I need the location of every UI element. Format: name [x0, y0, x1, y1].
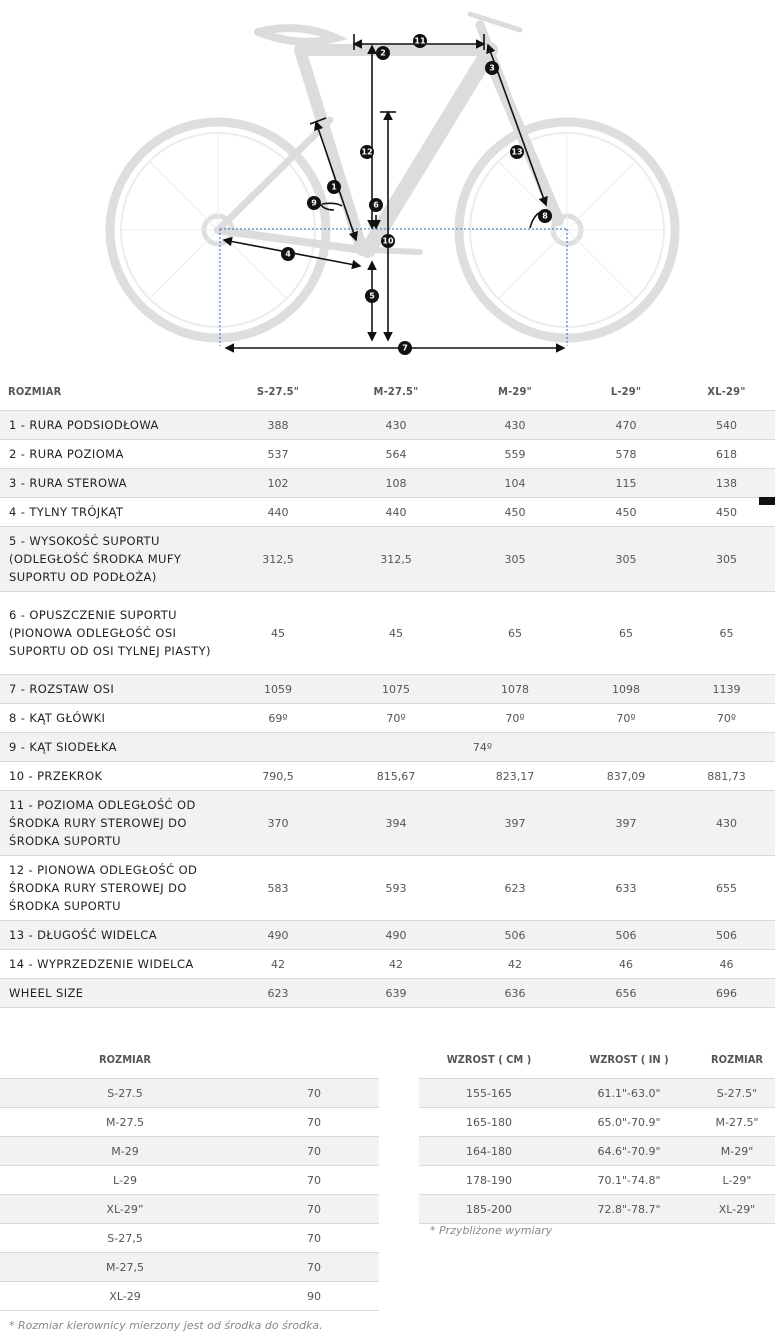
geometry-header-row — [0, 372, 775, 411]
table-cell: 165-180 — [419, 1108, 559, 1137]
geometry-table — [0, 372, 775, 1008]
col-header: ROZMIAR — [98, 1052, 152, 1066]
table-cell: 397 — [456, 791, 574, 856]
merged-cell: 74º — [220, 733, 775, 762]
svg-text:13: 13 — [511, 147, 523, 157]
table-row — [419, 1195, 775, 1224]
marker-2 — [376, 46, 390, 60]
svg-text:7: 7 — [402, 343, 408, 353]
row-label: 5 - WYSOKOŚĆ SUPORTU (ODLEGŁOŚĆ ŚRODKA MUFY SUPORTU OD PODŁOŻA) — [0, 527, 220, 592]
height-header-row — [419, 1040, 775, 1079]
table-row — [0, 1253, 379, 1282]
row-label: 13 - DŁUGOŚĆ WIDELCA — [0, 921, 220, 950]
row-label: 1 - RURA PODSIODŁOWA — [0, 411, 220, 440]
table-cell: 537 — [220, 440, 336, 469]
table-cell: 450 — [678, 498, 775, 527]
table-cell: 593 — [336, 856, 456, 921]
table-cell: 623 — [456, 856, 574, 921]
table-cell: XL-29" — [699, 1195, 775, 1224]
table-cell: 656 — [574, 979, 678, 1008]
table-cell: 42 — [456, 950, 574, 979]
svg-text:4: 4 — [285, 249, 291, 259]
table-cell: 65 — [574, 592, 678, 675]
table-cell: 696 — [678, 979, 775, 1008]
marker-5 — [365, 289, 379, 303]
table-cell: 69º — [220, 704, 336, 733]
table-cell: 61.1"-63.0" — [559, 1079, 699, 1108]
size-cell: M-27.5 — [0, 1108, 250, 1137]
width-cell: 70 — [250, 1137, 379, 1166]
table-cell: S-27.5" — [699, 1079, 775, 1108]
width-cell: 70 — [250, 1253, 379, 1282]
table-row — [0, 921, 775, 950]
table-cell: 430 — [336, 411, 456, 440]
svg-text:1: 1 — [331, 182, 337, 192]
table-cell: 1075 — [336, 675, 456, 704]
row-label: 10 - PRZEKROK — [0, 762, 220, 791]
table-cell: 65 — [456, 592, 574, 675]
bike-geometry-diagram — [0, 0, 775, 365]
width-cell: 70 — [250, 1195, 379, 1224]
row-label: WHEEL SIZE — [0, 979, 220, 1008]
table-cell: 559 — [456, 440, 574, 469]
marker-4 — [281, 247, 295, 261]
marker-1 — [327, 180, 341, 194]
table-cell: 45 — [336, 592, 456, 675]
table-cell: 104 — [456, 469, 574, 498]
size-cell: S-27.5 — [0, 1079, 250, 1108]
table-row — [0, 1137, 379, 1166]
height-note: * Przybliżone wymiary — [430, 1224, 553, 1237]
table-cell: 155-165 — [419, 1079, 559, 1108]
handlebar-header-row — [0, 1040, 379, 1079]
row-label: 11 - POZIOMA ODLEGŁOŚĆ OD ŚRODKA RURY STEROWEJ DO ŚRODKA SUPORTU — [0, 791, 220, 856]
col-header: M-29" — [498, 384, 532, 398]
table-cell: 1059 — [220, 675, 336, 704]
table-cell: 1078 — [456, 675, 574, 704]
table-row — [0, 733, 775, 762]
table-cell: 506 — [456, 921, 574, 950]
table-cell: 46 — [678, 950, 775, 979]
col-header: XL-29" — [707, 384, 746, 398]
row-label: 7 - ROZSTAW OSI — [0, 675, 220, 704]
row-label: 2 - RURA POZIOMA — [0, 440, 220, 469]
table-cell: 506 — [678, 921, 775, 950]
table-row — [0, 440, 775, 469]
table-cell: 815,67 — [336, 762, 456, 791]
row-label: 4 - TYLNY TRÓJKĄT — [0, 498, 220, 527]
table-cell: 1139 — [678, 675, 775, 704]
table-row — [0, 1282, 379, 1311]
row-label: 12 - PIONOWA ODLEGŁOŚĆ OD ŚRODKA RURY STEROWEJ DO ŚRODKA SUPORTU — [0, 856, 220, 921]
marker-9 — [307, 196, 321, 210]
table-cell: 42 — [220, 950, 336, 979]
table-row — [0, 1108, 379, 1137]
table-cell: 837,09 — [574, 762, 678, 791]
table-row — [0, 592, 775, 675]
table-cell: 397 — [574, 791, 678, 856]
table-cell: 108 — [336, 469, 456, 498]
table-row — [0, 1079, 379, 1108]
table-row — [0, 762, 775, 791]
table-cell: 490 — [336, 921, 456, 950]
table-cell: 636 — [456, 979, 574, 1008]
table-row — [0, 1166, 379, 1195]
table-cell: 45 — [220, 592, 336, 675]
table-cell: 490 — [220, 921, 336, 950]
row-label: 3 - RURA STEROWA — [0, 469, 220, 498]
table-cell: M-29" — [699, 1137, 775, 1166]
table-cell: 65 — [678, 592, 775, 675]
svg-text:2: 2 — [380, 48, 386, 58]
table-cell: 506 — [574, 921, 678, 950]
width-cell: 90 — [250, 1282, 379, 1311]
table-cell: 440 — [220, 498, 336, 527]
table-cell: 370 — [220, 791, 336, 856]
table-cell: 64.6"-70.9" — [559, 1137, 699, 1166]
table-cell: L-29" — [699, 1166, 775, 1195]
width-cell: 70 — [250, 1108, 379, 1137]
table-row — [0, 675, 775, 704]
svg-text:5: 5 — [369, 291, 375, 301]
table-cell: 823,17 — [456, 762, 574, 791]
row-label: 8 - KĄT GŁÓWKI — [0, 704, 220, 733]
table-cell: 70º — [456, 704, 574, 733]
table-cell: 578 — [574, 440, 678, 469]
col-header: M-27.5" — [373, 384, 419, 398]
side-tab[interactable] — [759, 497, 775, 505]
marker-7 — [398, 341, 412, 355]
table-cell: 450 — [456, 498, 574, 527]
table-cell: 430 — [678, 791, 775, 856]
marker-13 — [510, 145, 524, 159]
table-cell: 178-190 — [419, 1166, 559, 1195]
col-header: L-29" — [610, 384, 642, 398]
table-cell: 42 — [336, 950, 456, 979]
table-row — [0, 950, 775, 979]
width-cell: 70 — [250, 1166, 379, 1195]
table-cell: 388 — [220, 411, 336, 440]
bike-silhouette — [110, 14, 675, 338]
size-cell: M-29 — [0, 1137, 250, 1166]
handlebar-note: * Rozmiar kierownicy mierzony jest od środka do środka. — [9, 1319, 323, 1332]
table-row — [0, 791, 775, 856]
table-cell: 72.8"-78.7" — [559, 1195, 699, 1224]
measurement-arrows — [224, 34, 564, 348]
svg-text:8: 8 — [542, 211, 548, 221]
table-cell: 70º — [574, 704, 678, 733]
col-header: ROZMIAR — [8, 384, 62, 398]
handlebar-table — [0, 1040, 379, 1311]
size-cell: S-27,5 — [0, 1224, 250, 1253]
table-row — [419, 1108, 775, 1137]
table-cell: 618 — [678, 440, 775, 469]
size-cell: M-27,5 — [0, 1253, 250, 1282]
table-cell: 70.1"-74.8" — [559, 1166, 699, 1195]
table-row — [0, 469, 775, 498]
table-row — [0, 1224, 379, 1253]
table-cell: 65.0"-70.9" — [559, 1108, 699, 1137]
svg-text:6: 6 — [373, 200, 379, 210]
table-cell: 312,5 — [220, 527, 336, 592]
table-cell: 70º — [336, 704, 456, 733]
height-table — [419, 1040, 775, 1224]
svg-text:9: 9 — [311, 198, 317, 208]
table-row — [0, 856, 775, 921]
table-cell: 540 — [678, 411, 775, 440]
row-label: 14 - WYPRZEDZENIE WIDELCA — [0, 950, 220, 979]
table-row — [419, 1079, 775, 1108]
table-cell: 115 — [574, 469, 678, 498]
table-cell: 305 — [456, 527, 574, 592]
table-cell: 1098 — [574, 675, 678, 704]
size-cell: XL-29 — [0, 1282, 250, 1311]
table-cell: 790,5 — [220, 762, 336, 791]
table-row — [419, 1166, 775, 1195]
marker-8 — [538, 209, 552, 223]
table-cell: 394 — [336, 791, 456, 856]
size-cell: L-29 — [0, 1166, 250, 1195]
width-cell: 70 — [250, 1224, 379, 1253]
marker-6 — [369, 198, 383, 212]
table-cell: 470 — [574, 411, 678, 440]
table-cell: 583 — [220, 856, 336, 921]
svg-text:3: 3 — [489, 63, 495, 73]
table-cell: 305 — [574, 527, 678, 592]
size-cell: XL-29” — [0, 1195, 250, 1224]
width-cell: 70 — [250, 1079, 379, 1108]
table-row — [419, 1137, 775, 1166]
table-cell: 633 — [574, 856, 678, 921]
table-cell: 46 — [574, 950, 678, 979]
marker-12 — [360, 145, 374, 159]
marker-11 — [413, 34, 427, 48]
table-cell: 655 — [678, 856, 775, 921]
table-cell: 881,73 — [678, 762, 775, 791]
table-cell: 639 — [336, 979, 456, 1008]
table-cell: 185-200 — [419, 1195, 559, 1224]
table-cell: 102 — [220, 469, 336, 498]
table-row — [0, 527, 775, 592]
table-row — [0, 1195, 379, 1224]
table-cell: 312,5 — [336, 527, 456, 592]
table-cell: 440 — [336, 498, 456, 527]
col-header: WZROST ( CM ) — [446, 1052, 532, 1066]
svg-text:12: 12 — [361, 147, 373, 157]
table-cell: 70º — [678, 704, 775, 733]
row-label: 6 - OPUSZCZENIE SUPORTU (PIONOWA ODLEGŁOŚĆ OSI SUPORTU OD OSI TYLNEJ PIASTY) — [0, 592, 220, 675]
table-cell: M-27.5" — [699, 1108, 775, 1137]
table-cell: 164-180 — [419, 1137, 559, 1166]
table-cell: 623 — [220, 979, 336, 1008]
svg-text:11: 11 — [414, 36, 426, 46]
table-cell: 564 — [336, 440, 456, 469]
table-cell: 430 — [456, 411, 574, 440]
table-cell: 305 — [678, 527, 775, 592]
svg-text:10: 10 — [382, 236, 394, 246]
marker-10 — [381, 234, 395, 248]
table-row — [0, 411, 775, 440]
col-header: S-27.5" — [256, 384, 300, 398]
table-row — [0, 704, 775, 733]
table-row — [0, 979, 775, 1008]
marker-3 — [485, 61, 499, 75]
col-header: WZROST ( IN ) — [589, 1052, 669, 1066]
row-label: 9 - KĄT SIODEŁKA — [0, 733, 220, 762]
col-header: ROZMIAR — [710, 1052, 764, 1066]
table-cell: 450 — [574, 498, 678, 527]
col-header — [250, 1040, 379, 1079]
table-row — [0, 498, 775, 527]
table-cell: 138 — [678, 469, 775, 498]
